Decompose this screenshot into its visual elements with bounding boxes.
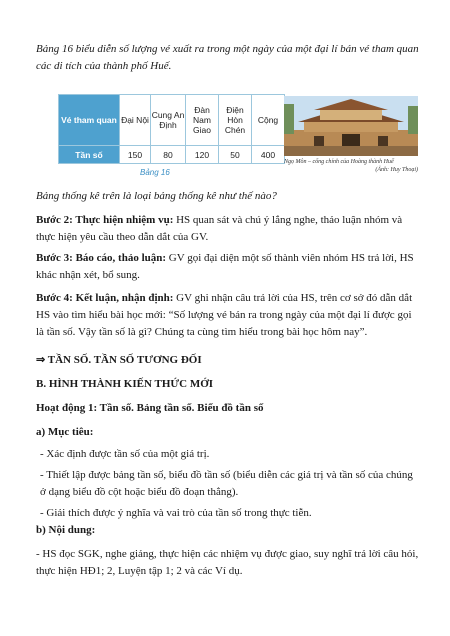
table-caption: Bảng 16 xyxy=(140,168,170,177)
table-col-cung-an-dinh: Cung An Định xyxy=(151,95,186,146)
list-item: - Thiết lập được bảng tần số, biểu đồ tần số (biểu diễn các giá trị và tần số của chúng ở dạng biểu đồ cột hoặc biểu đồ đoạn thẳng). xyxy=(40,469,413,498)
step-4-text: GV ghi nhận câu trả lời của HS, trên cơ sở đó dẫn dắt HS vào tìm hiểu bài học mới: “Số lượng vé bán ra trong ngày của một đại lí được gọi là tần số. Vậy tần số là gì? Chúng ta cùng tìm hiểu trong bài học hôm nay”. xyxy=(36,292,413,338)
intro-paragraph: Bảng 16 biểu diễn số lượng vé xuất ra trong một ngày của một đại lí bán vé tham quan các di tích của thành phố Huế. xyxy=(36,43,419,72)
photo-caption xyxy=(284,158,418,174)
step-2-label: Bước 2: Thực hiện nhiệm vụ: xyxy=(36,214,174,226)
table-cell: 150 xyxy=(120,146,151,164)
table-row-header: Vé tham quan xyxy=(59,95,120,146)
goal-heading: a) Mục tiêu: xyxy=(36,426,94,438)
frequency-table xyxy=(58,94,285,164)
section-b-heading: B. HÌNH THÀNH KIẾN THỨC MỚI xyxy=(36,378,214,390)
table-col-cong: Cộng xyxy=(252,95,285,146)
table-cell: 120 xyxy=(186,146,219,164)
table-cell: 400 xyxy=(252,146,285,164)
table-row-frequency-label: Tần số xyxy=(59,146,120,164)
step-3-label: Bước 3: Báo cáo, thảo luận: xyxy=(36,252,167,264)
content-heading: b) Nội dung: xyxy=(36,524,96,536)
photo-caption-text: Ngọ Môn – cổng chính của Hoàng thành Huế xyxy=(284,159,394,165)
step-2 xyxy=(36,212,420,246)
table-cell: 80 xyxy=(151,146,186,164)
list-item: - Giải thích được ý nghĩa và vai trò của tần số trong thực tiễn. xyxy=(40,507,312,519)
activity-1-heading: Hoạt động 1: Tần số. Bảng tần số. Biểu đồ tần số xyxy=(36,402,264,414)
step-3 xyxy=(36,250,420,284)
question: Bảng thống kê trên là loại bảng thống kê như thế nào? xyxy=(36,190,277,202)
ngo-mon-photo xyxy=(284,96,418,156)
table-col-dai-noi: Đại Nội xyxy=(120,95,151,146)
arrow-heading: ⇒ TẦN SỐ. TẦN SỐ TƯƠNG ĐỐI xyxy=(36,354,202,366)
step-3-text: GV gọi đại diện một số thành viên nhóm HS trả lời, HS khác nhận xét, bổ sung. xyxy=(36,252,414,281)
table-cell: 50 xyxy=(219,146,252,164)
step-2-text: HS quan sát và chú ý lắng nghe, thảo luận nhóm và thực hiện yêu cầu theo dẫn dắt của GV. xyxy=(36,214,403,243)
step-4-label: Bước 4: Kết luận, nhận định: xyxy=(36,292,174,304)
content-paragraph: - HS đọc SGK, nghe giảng, thực hiện các nhiệm vụ được giao, suy nghĩ trả lời câu hỏi, thực hiện HĐ1; 2, Luyện tập 1; 2 và các Ví dụ. xyxy=(36,548,419,577)
photo-credit: (Ảnh: Huy Thoại) xyxy=(375,167,418,173)
figure xyxy=(58,94,418,184)
table-col-dan-nam-giao: Đàn Nam Giao xyxy=(186,95,219,146)
list-item: - Xác định được tần số của một giá trị. xyxy=(40,448,210,460)
goal-list xyxy=(36,446,420,522)
table-col-dien-hon-chen: Điện Hòn Chén xyxy=(219,95,252,146)
step-4 xyxy=(36,290,420,341)
